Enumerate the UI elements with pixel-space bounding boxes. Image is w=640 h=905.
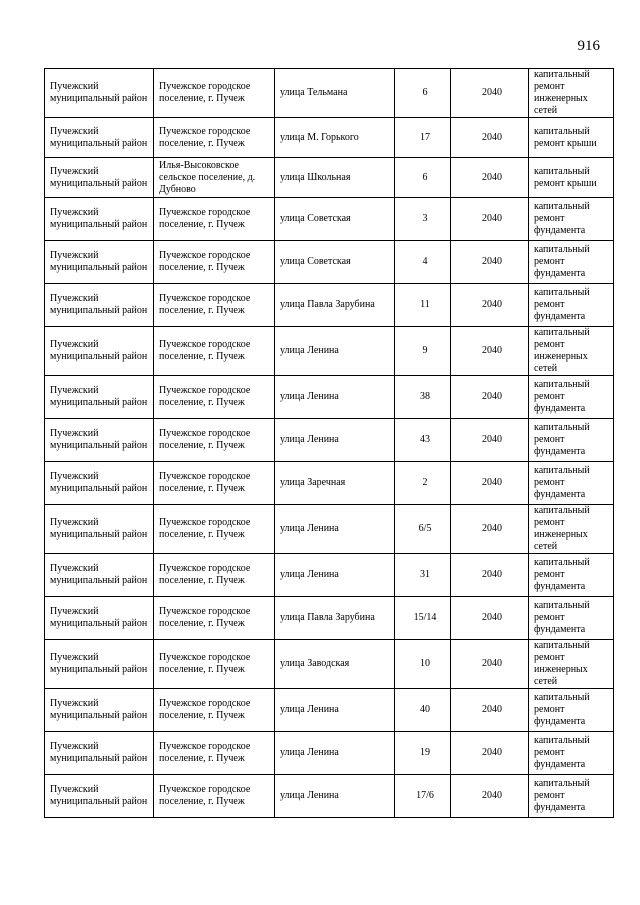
district-cell: Пучежский муниципальный район xyxy=(45,327,154,376)
table-row xyxy=(45,597,614,640)
work-type-cell: капитальный ремонт фундамента xyxy=(529,419,614,462)
house-cell: 4 xyxy=(395,241,451,284)
year-cell: 2040 xyxy=(451,689,529,732)
table-row xyxy=(45,505,614,554)
year-cell: 2040 xyxy=(451,284,529,327)
work-type-cell: капитальный ремонт фундамента xyxy=(529,554,614,597)
house-cell: 11 xyxy=(395,284,451,327)
settlement-cell: Илья-Высоковское сельское поселение, д. Дубново xyxy=(154,158,275,198)
year-cell: 2040 xyxy=(451,158,529,198)
settlement-cell: Пучежское городское поселение, г. Пучеж xyxy=(154,284,275,327)
work-type-cell: капитальный ремонт фундамента xyxy=(529,198,614,241)
table-row xyxy=(45,554,614,597)
district-cell: Пучежский муниципальный район xyxy=(45,732,154,775)
year-cell: 2040 xyxy=(451,732,529,775)
house-cell: 15/14 xyxy=(395,597,451,640)
page-number: 916 xyxy=(577,38,600,54)
street-cell: улица Ленина xyxy=(275,775,395,818)
year-cell: 2040 xyxy=(451,69,529,118)
settlement-cell: Пучежское городское поселение, г. Пучеж xyxy=(154,640,275,689)
district-cell: Пучежский муниципальный район xyxy=(45,597,154,640)
work-type-cell: капитальный ремонт фундамента xyxy=(529,376,614,419)
house-cell: 6/5 xyxy=(395,505,451,554)
street-cell: улица Ленина xyxy=(275,505,395,554)
house-cell: 31 xyxy=(395,554,451,597)
street-cell: улица Павла Зарубина xyxy=(275,597,395,640)
work-type-cell: капитальный ремонт фундамента xyxy=(529,775,614,818)
work-type-cell: капитальный ремонт фундамента xyxy=(529,689,614,732)
table-row xyxy=(45,462,614,505)
work-type-cell: капитальный ремонт фундамента xyxy=(529,284,614,327)
work-type-cell: капитальный ремонт инженерных сетей xyxy=(529,505,614,554)
settlement-cell: Пучежское городское поселение, г. Пучеж xyxy=(154,327,275,376)
settlement-cell: Пучежское городское поселение, г. Пучеж xyxy=(154,198,275,241)
table-row xyxy=(45,732,614,775)
year-cell: 2040 xyxy=(451,241,529,284)
year-cell: 2040 xyxy=(451,554,529,597)
work-type-cell: капитальный ремонт крыши xyxy=(529,118,614,158)
work-type-cell: капитальный ремонт фундамента xyxy=(529,462,614,505)
street-cell: улица Заводская xyxy=(275,640,395,689)
district-cell: Пучежский муниципальный район xyxy=(45,69,154,118)
street-cell: улица Ленина xyxy=(275,419,395,462)
house-cell: 10 xyxy=(395,640,451,689)
house-cell: 38 xyxy=(395,376,451,419)
work-type-cell: капитальный ремонт инженерных сетей xyxy=(529,327,614,376)
street-cell: улица Советская xyxy=(275,198,395,241)
district-cell: Пучежский муниципальный район xyxy=(45,376,154,419)
district-cell: Пучежский муниципальный район xyxy=(45,505,154,554)
settlement-cell: Пучежское городское поселение, г. Пучеж xyxy=(154,69,275,118)
district-cell: Пучежский муниципальный район xyxy=(45,158,154,198)
district-cell: Пучежский муниципальный район xyxy=(45,419,154,462)
settlement-cell: Пучежское городское поселение, г. Пучеж xyxy=(154,775,275,818)
table-row xyxy=(45,158,614,198)
street-cell: улица Заречная xyxy=(275,462,395,505)
settlement-cell: Пучежское городское поселение, г. Пучеж xyxy=(154,505,275,554)
settlement-cell: Пучежское городское поселение, г. Пучеж xyxy=(154,597,275,640)
settlement-cell: Пучежское городское поселение, г. Пучеж xyxy=(154,554,275,597)
district-cell: Пучежский муниципальный район xyxy=(45,241,154,284)
settlement-cell: Пучежское городское поселение, г. Пучеж xyxy=(154,462,275,505)
year-cell: 2040 xyxy=(451,462,529,505)
district-cell: Пучежский муниципальный район xyxy=(45,554,154,597)
street-cell: улица Школьная xyxy=(275,158,395,198)
year-cell: 2040 xyxy=(451,118,529,158)
work-type-cell: капитальный ремонт фундамента xyxy=(529,732,614,775)
house-cell: 2 xyxy=(395,462,451,505)
house-cell: 19 xyxy=(395,732,451,775)
settlement-cell: Пучежское городское поселение, г. Пучеж xyxy=(154,419,275,462)
house-cell: 17 xyxy=(395,118,451,158)
table-row xyxy=(45,376,614,419)
house-cell: 6 xyxy=(395,158,451,198)
table-row xyxy=(45,640,614,689)
settlement-cell: Пучежское городское поселение, г. Пучеж xyxy=(154,732,275,775)
work-type-cell: капитальный ремонт фундамента xyxy=(529,597,614,640)
street-cell: улица Ленина xyxy=(275,732,395,775)
settlement-cell: Пучежское городское поселение, г. Пучеж xyxy=(154,118,275,158)
house-cell: 17/6 xyxy=(395,775,451,818)
district-cell: Пучежский муниципальный район xyxy=(45,462,154,505)
work-type-cell: капитальный ремонт инженерных сетей xyxy=(529,69,614,118)
district-cell: Пучежский муниципальный район xyxy=(45,284,154,327)
table-row xyxy=(45,241,614,284)
table-row xyxy=(45,69,614,118)
street-cell: улица Советская xyxy=(275,241,395,284)
house-cell: 3 xyxy=(395,198,451,241)
table-row xyxy=(45,419,614,462)
repair-schedule-table xyxy=(44,68,614,818)
table-row xyxy=(45,198,614,241)
table-row xyxy=(45,689,614,732)
year-cell: 2040 xyxy=(451,419,529,462)
district-cell: Пучежский муниципальный район xyxy=(45,689,154,732)
district-cell: Пучежский муниципальный район xyxy=(45,640,154,689)
work-type-cell: капитальный ремонт фундамента xyxy=(529,241,614,284)
year-cell: 2040 xyxy=(451,640,529,689)
table-row xyxy=(45,775,614,818)
street-cell: улица Ленина xyxy=(275,554,395,597)
street-cell: улица Тельмана xyxy=(275,69,395,118)
work-type-cell: капитальный ремонт крыши xyxy=(529,158,614,198)
year-cell: 2040 xyxy=(451,327,529,376)
house-cell: 40 xyxy=(395,689,451,732)
street-cell: улица М. Горького xyxy=(275,118,395,158)
settlement-cell: Пучежское городское поселение, г. Пучеж xyxy=(154,376,275,419)
district-cell: Пучежский муниципальный район xyxy=(45,198,154,241)
settlement-cell: Пучежское городское поселение, г. Пучеж xyxy=(154,689,275,732)
year-cell: 2040 xyxy=(451,775,529,818)
street-cell: улица Павла Зарубина xyxy=(275,284,395,327)
street-cell: улица Ленина xyxy=(275,689,395,732)
year-cell: 2040 xyxy=(451,376,529,419)
district-cell: Пучежский муниципальный район xyxy=(45,775,154,818)
street-cell: улица Ленина xyxy=(275,327,395,376)
house-cell: 9 xyxy=(395,327,451,376)
district-cell: Пучежский муниципальный район xyxy=(45,118,154,158)
year-cell: 2040 xyxy=(451,505,529,554)
year-cell: 2040 xyxy=(451,597,529,640)
table-row xyxy=(45,118,614,158)
work-type-cell: капитальный ремонт инженерных сетей xyxy=(529,640,614,689)
house-cell: 43 xyxy=(395,419,451,462)
table-body xyxy=(45,69,614,818)
year-cell: 2040 xyxy=(451,198,529,241)
house-cell: 6 xyxy=(395,69,451,118)
table-row xyxy=(45,284,614,327)
street-cell: улица Ленина xyxy=(275,376,395,419)
table-row xyxy=(45,327,614,376)
settlement-cell: Пучежское городское поселение, г. Пучеж xyxy=(154,241,275,284)
